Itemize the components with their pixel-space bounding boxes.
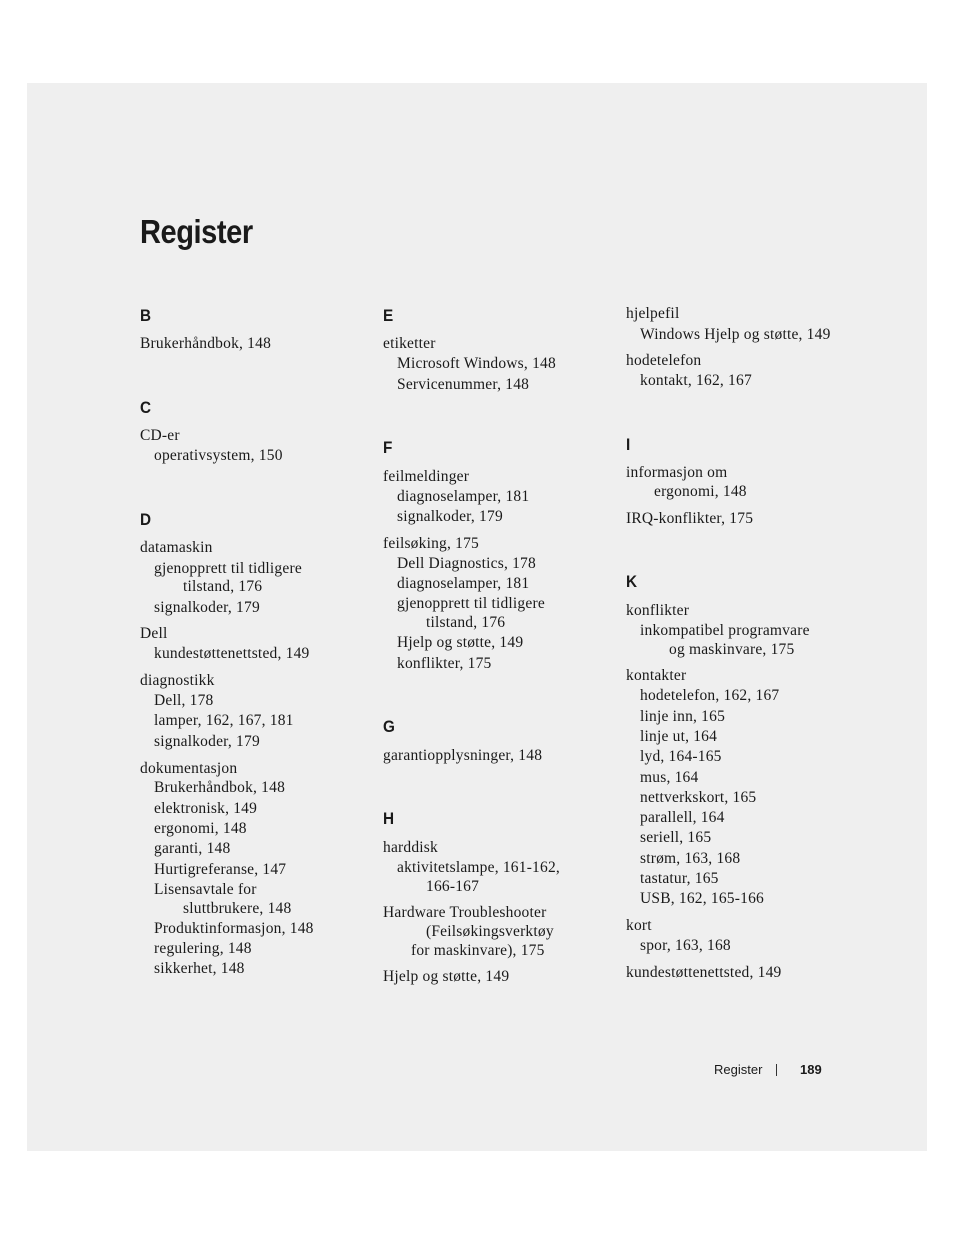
index-subentry: kontakt, 162, 167 xyxy=(640,372,752,389)
index-subentry: gjenopprett til tidligere xyxy=(397,595,545,612)
index-subentry: nettverkskort, 165 xyxy=(640,789,757,806)
index-subentry: lamper, 162, 167, 181 xyxy=(154,712,294,729)
index-subentry: Hurtigreferanse, 147 xyxy=(154,861,287,878)
index-subentry: Dell, 178 xyxy=(154,692,214,709)
index-subentry: USB, 162, 165-166 xyxy=(640,890,764,907)
index-subentry: Windows Hjelp og støtte, 149 xyxy=(640,326,831,343)
index-subentry: spor, 163, 168 xyxy=(640,937,731,954)
index-subentry: diagnoselamper, 181 xyxy=(397,488,530,505)
index-subentry: parallell, 164 xyxy=(640,809,725,826)
index-entry: informasjon om xyxy=(626,464,728,481)
index-subentry: og maskinvare, 175 xyxy=(669,641,795,658)
index-subentry: ergonomi, 148 xyxy=(154,820,247,837)
index-subentry: aktivitetslampe, 161-162, xyxy=(397,859,560,876)
index-subentry: 166-167 xyxy=(426,878,480,895)
index-subentry: Servicenummer, 148 xyxy=(397,376,530,393)
index-entry: hjelpefil xyxy=(626,305,680,322)
index-entry: Hardware Troubleshooter xyxy=(383,904,547,921)
index-entry: Brukerhåndbok, 148 xyxy=(140,335,272,352)
index-subentry: Brukerhåndbok, 148 xyxy=(154,779,286,796)
index-entry: CD-er xyxy=(140,427,180,444)
index-subentry: hodetelefon, 162, 167 xyxy=(640,687,780,704)
index-subentry: regulering, 148 xyxy=(154,940,252,957)
index-section-letter: G xyxy=(383,717,395,736)
index-section-letter: D xyxy=(140,510,152,529)
index-subentry: (Feilsøkingsverktøy xyxy=(426,923,554,940)
index-subentry: seriell, 165 xyxy=(640,829,712,846)
index-subentry: sikkerhet, 148 xyxy=(154,960,245,977)
index-subentry: Microsoft Windows, 148 xyxy=(397,355,556,372)
index-subentry: Produktinformasjon, 148 xyxy=(154,920,314,937)
index-entry: IRQ-konflikter, 175 xyxy=(626,510,754,527)
index-entry: garantiopplysninger, 148 xyxy=(383,747,543,764)
index-subentry: garanti, 148 xyxy=(154,840,231,857)
index-section-letter: I xyxy=(626,435,631,454)
index-subentry: lyd, 164-165 xyxy=(640,748,722,765)
index-entry: kort xyxy=(626,917,652,934)
index-subentry: konflikter, 175 xyxy=(397,655,492,672)
index-entry: datamaskin xyxy=(140,539,213,556)
index-subentry: kundestøttenettsted, 149 xyxy=(154,645,310,662)
footer-label: Register xyxy=(714,1062,763,1077)
index-subentry: linje ut, 164 xyxy=(640,728,718,745)
index-entry: hodetelefon xyxy=(626,352,702,369)
index-entry: konflikter xyxy=(626,602,690,619)
index-entry: dokumentasjon xyxy=(140,760,238,777)
index-subentry: tilstand, 176 xyxy=(183,578,263,595)
page-number: 189 xyxy=(800,1062,822,1077)
index-subentry: tastatur, 165 xyxy=(640,870,719,887)
index-section-letter: E xyxy=(383,306,394,325)
footer-separator xyxy=(776,1064,777,1076)
index-section-letter: B xyxy=(140,306,152,325)
index-entry: feilmeldinger xyxy=(383,468,470,485)
index-subentry: operativsystem, 150 xyxy=(154,447,283,464)
index-entry: kundestøttenettsted, 149 xyxy=(626,964,782,981)
index-subentry: linje inn, 165 xyxy=(640,708,726,725)
index-section-letter: K xyxy=(626,572,638,591)
index-subentry: ergonomi, 148 xyxy=(654,483,747,500)
index-entry: etiketter xyxy=(383,335,436,352)
index-entry: diagnostikk xyxy=(140,672,215,689)
page-title: Register xyxy=(140,213,253,250)
index-subentry: diagnoselamper, 181 xyxy=(397,575,530,592)
index-section-letter: C xyxy=(140,398,152,417)
index-subentry: Lisensavtale for xyxy=(154,881,257,898)
index-subentry: elektronisk, 149 xyxy=(154,800,258,817)
index-section-letter: H xyxy=(383,809,395,828)
index-subentry: inkompatibel programvare xyxy=(640,622,810,639)
index-entry: Dell xyxy=(140,625,168,642)
index-subentry: tilstand, 176 xyxy=(426,614,506,631)
index-subentry: Hjelp og støtte, 149 xyxy=(397,634,524,651)
index-subentry: signalkoder, 179 xyxy=(154,599,260,616)
index-subentry: Dell Diagnostics, 178 xyxy=(397,555,536,572)
index-entry: feilsøking, 175 xyxy=(383,535,479,552)
index-entry: Hjelp og støtte, 149 xyxy=(383,968,510,985)
index-subentry: signalkoder, 179 xyxy=(397,508,503,525)
index-section-letter: F xyxy=(383,438,393,457)
index-subentry: gjenopprett til tidligere xyxy=(154,560,302,577)
index-subentry: sluttbrukere, 148 xyxy=(183,900,292,917)
index-subentry: mus, 164 xyxy=(640,769,699,786)
index-subentry: for maskinvare), 175 xyxy=(411,942,545,959)
index-entry: kontakter xyxy=(626,667,687,684)
index-entry: harddisk xyxy=(383,839,438,856)
index-subentry: strøm, 163, 168 xyxy=(640,850,741,867)
index-subentry: signalkoder, 179 xyxy=(154,733,260,750)
